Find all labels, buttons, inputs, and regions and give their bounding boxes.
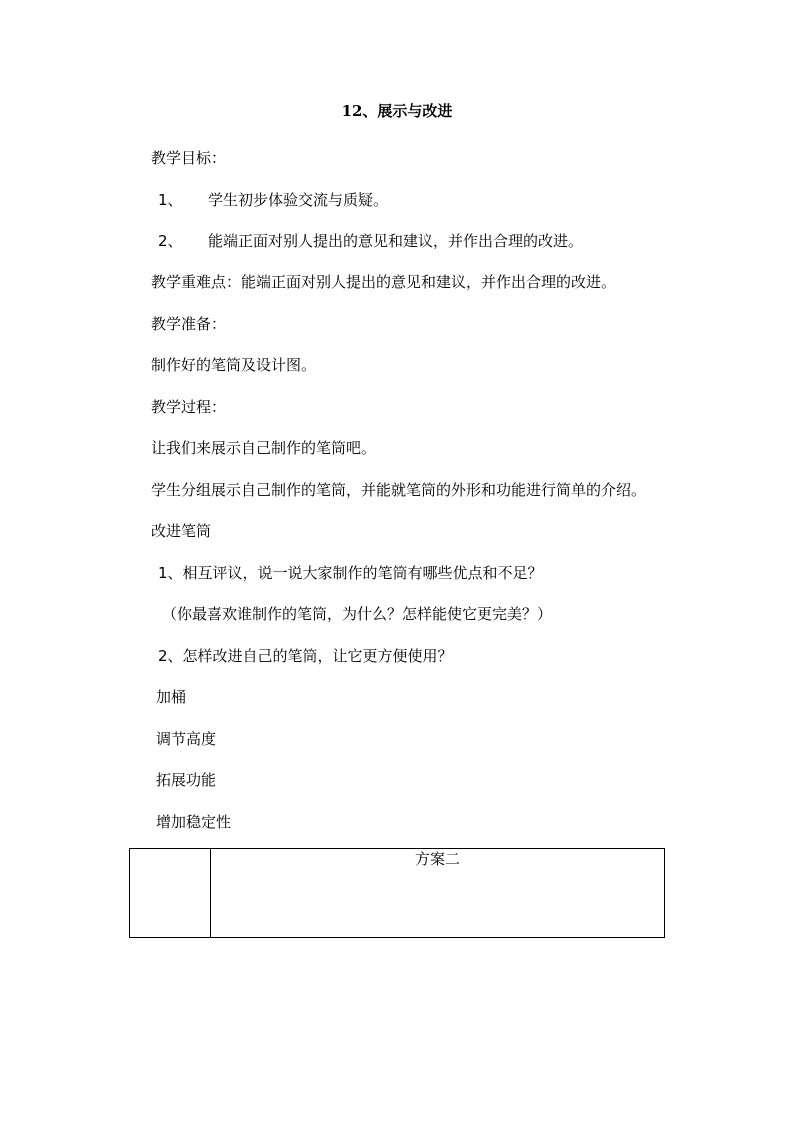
question-2: 2、怎样改进自己的笔筒，让它更方便使用？ bbox=[158, 647, 453, 665]
idea-item: 拓展功能 bbox=[156, 771, 217, 789]
goal-item bbox=[158, 190, 388, 210]
key-points: 教学重难点：能端正面对别人提出的意见和建议，并作出合理的改进。 bbox=[151, 273, 617, 291]
goal-text: 学生初步体验交流与质疑。 bbox=[208, 191, 389, 209]
table-cell-plan-two: 方案二 bbox=[211, 849, 665, 938]
process-heading: 教学过程： bbox=[151, 398, 227, 416]
process-paragraph: 学生分组展示自己制作的笔筒，并能就笔筒的外形和功能进行简单的介绍。 bbox=[151, 481, 647, 499]
idea-item: 加桶 bbox=[156, 688, 187, 706]
idea-item: 调节高度 bbox=[156, 730, 217, 748]
question-1: 1、相互评议，说一说大家制作的笔筒有哪些优点和不足？ bbox=[158, 564, 543, 582]
process-paragraph: 让我们来展示自己制作的笔筒吧。 bbox=[151, 439, 377, 457]
prep-heading: 教学准备： bbox=[151, 315, 227, 333]
plan-table bbox=[129, 848, 665, 938]
table-row bbox=[130, 849, 665, 938]
goals-heading: 教学目标： bbox=[151, 149, 227, 167]
page-title: 12、展示与改进 bbox=[341, 102, 453, 120]
idea-item: 增加稳定性 bbox=[156, 813, 232, 831]
goal-number: 2、 bbox=[158, 232, 183, 250]
goal-item bbox=[158, 231, 583, 251]
prep-text: 制作好的笔筒及设计图。 bbox=[151, 356, 317, 374]
table-cell-empty bbox=[130, 849, 211, 938]
goal-text: 能端正面对别人提出的意见和建议，并作出合理的改进。 bbox=[208, 232, 584, 250]
improve-heading: 改进笔筒 bbox=[151, 522, 212, 540]
goal-number: 1、 bbox=[158, 191, 183, 209]
question-1-note: （你最喜欢谁制作的笔筒，为什么？怎样能使它更完美？） bbox=[162, 605, 553, 623]
